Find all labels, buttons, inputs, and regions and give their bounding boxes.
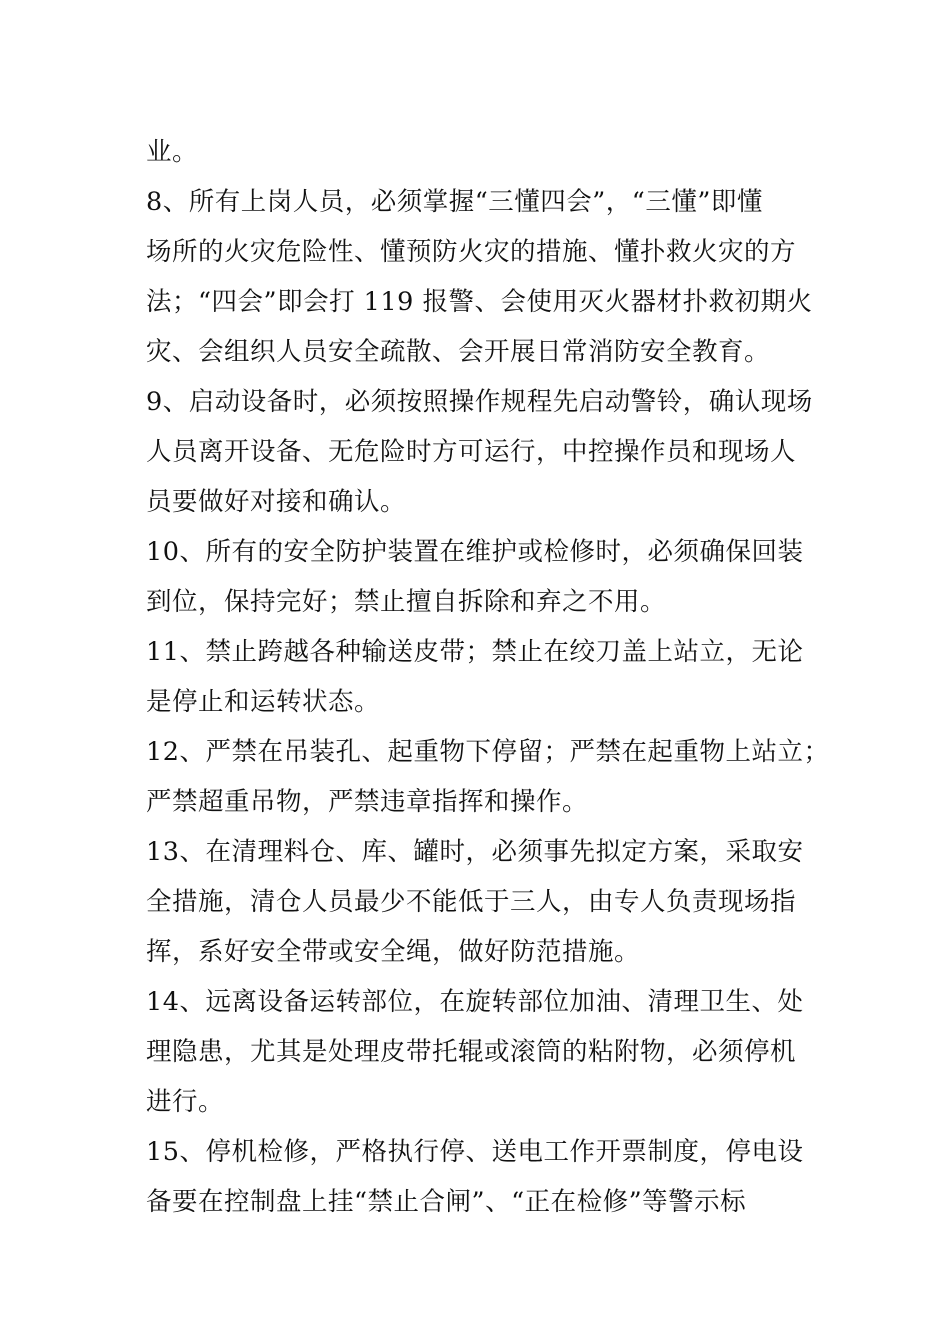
text-line: 9、启动设备时，必须按照操作规程先启动警铃，确认现场 <box>146 387 813 417</box>
text-line: 法；“四会”即会打 119 报警、会使用灭火器材扑救初期火 <box>146 287 813 317</box>
text-line: 8、所有上岗人员，必须掌握“三懂四会”，“三懂”即懂 <box>146 187 763 217</box>
text-line: 严禁超重吊物，严禁违章指挥和操作。 <box>146 787 589 817</box>
text-line: 备要在控制盘上挂“禁止合闸”、“正在检修”等警示标 <box>146 1187 747 1217</box>
text-line: 到位，保持完好；禁止擅自拆除和弃之不用。 <box>146 587 667 617</box>
text-line: 场所的火灾危险性、懂预防火灾的措施、懂扑救火灾的方 <box>146 237 797 267</box>
text-line: 业。 <box>146 137 199 167</box>
text-line: 13、在清理料仓、库、罐时，必须事先拟定方案，采取安 <box>146 837 804 867</box>
text-line: 全措施，清仓人员最少不能低于三人，由专人负责现场指 <box>146 887 797 917</box>
text-line: 员要做好对接和确认。 <box>146 487 407 517</box>
text-line: 人员离开设备、无危险时方可运行，中控操作员和现场人 <box>146 437 797 467</box>
body-text <box>146 127 830 1227</box>
text-line: 14、远离设备运转部位，在旋转部位加油、清理卫生、处 <box>146 987 804 1017</box>
text-line: 挥，系好安全带或安全绳，做好防范措施。 <box>146 937 641 967</box>
text-line: 理隐患，尤其是处理皮带托辊或滚筒的粘附物，必须停机 <box>146 1037 797 1067</box>
text-line: 12、严禁在吊装孔、起重物下停留；严禁在起重物上站立； <box>146 737 830 767</box>
text-line: 灾、会组织人员安全疏散、会开展日常消防安全教育。 <box>146 337 771 367</box>
text-line: 进行。 <box>146 1087 225 1117</box>
text-line: 是停止和运转状态。 <box>146 687 381 717</box>
text-line: 10、所有的安全防护装置在维护或检修时，必须确保回装 <box>146 537 804 567</box>
text-line: 15、停机检修，严格执行停、送电工作开票制度，停电设 <box>146 1137 804 1167</box>
text-line: 11、禁止跨越各种输送皮带；禁止在绞刀盖上站立，无论 <box>146 637 804 667</box>
